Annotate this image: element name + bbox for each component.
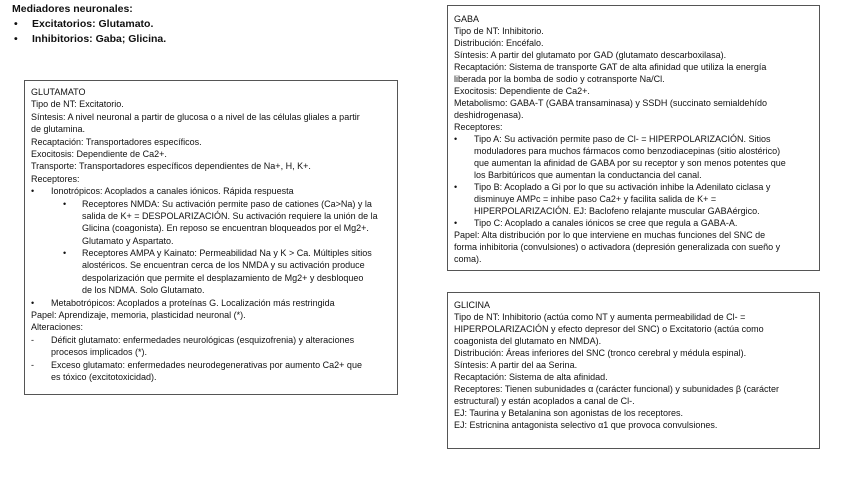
line-text: Tipo de NT: Inhibitorio (actúa como NT y aumenta permeabilidad de Cl- = xyxy=(454,312,746,322)
box-title xyxy=(31,86,391,98)
line-text: HIPERPOLARIZACIÓN y efecto depresor del SNC) o Excitatorio (actúa como xyxy=(454,324,764,334)
box-title xyxy=(454,13,813,25)
line-text: Exocitosis: Dependiente de Ca2+. xyxy=(31,148,167,159)
text-line xyxy=(31,309,391,321)
text-line xyxy=(31,160,391,172)
text-line xyxy=(454,121,813,133)
text-line xyxy=(31,284,391,296)
text-line xyxy=(454,193,813,205)
bullet-icon: • xyxy=(454,218,458,228)
text-line xyxy=(454,311,813,323)
line-text: Síntesis: A nivel neuronal a partir de glucosa o a nivel de las células gliales a partir xyxy=(31,111,360,122)
line-text: Glicina (coagonista). En reposo se encuentran bloqueados por el Mg2+. xyxy=(82,223,369,234)
line-text: Receptores AMPA y Kainato: Permeabilidad Na y K > Ca. Múltiples sitios xyxy=(82,248,372,259)
line-text: de glutamina. xyxy=(31,124,86,135)
line-text: Tipo B: Acoplado a Gi por lo que su activación inhibe la Adenilato ciclasa y xyxy=(474,182,771,192)
text-line xyxy=(31,321,391,333)
line-text: Metabolismo: GABA-T (GABA transaminasa) y SSDH (succinato semialdehído xyxy=(454,98,767,108)
line-text: Tipo A: Su activación permite paso de Cl- = HIPERPOLARIZACIÓN. Sitios xyxy=(474,134,771,144)
text-line xyxy=(454,253,813,265)
line-text: Receptores NMDA: Su activación permite paso de cationes (Ca>Na) y la xyxy=(82,198,372,209)
line-text: Ionotrópicos: Acoplados a canales iónicos. Rápida respuesta xyxy=(51,186,294,197)
text-line xyxy=(454,25,813,37)
line-text: coagonista del glutamato en NMDA). xyxy=(454,336,602,346)
line-text: de los NDMA. Solo Glutamato. xyxy=(82,285,205,296)
line-text: Receptores: Tienen subunidades α (carácter funcional) y subunidades β (carácter xyxy=(454,384,780,394)
line-text: Recaptación: Transportadores específicos. xyxy=(31,136,202,147)
line-text: disminuye AMPc = inhibe paso Ca2+ y facilita salida de K+ = xyxy=(474,194,717,204)
line-text: despolarización que permite el desplazamiento de Mg2+ y desbloqueo xyxy=(82,272,364,283)
text-line xyxy=(31,98,391,110)
line-text: liberada por la bomba de sodio y cotransporte Na/Cl. xyxy=(454,74,665,84)
bullet-icon: • xyxy=(63,198,67,209)
text-line xyxy=(454,205,813,217)
line-text: Tipo de NT: Inhibitorio. xyxy=(454,26,544,36)
line-text: Receptores: xyxy=(31,173,80,184)
bullet-icon: • xyxy=(454,134,458,144)
bullet-icon: • xyxy=(31,297,35,308)
bullet-icon: • xyxy=(31,186,35,197)
text-line xyxy=(454,323,813,335)
text-line xyxy=(31,235,391,247)
text-line xyxy=(454,61,813,73)
text-line xyxy=(454,37,813,49)
line-text: Síntesis: A partir del aa Serina. xyxy=(454,360,578,370)
line-text: Déficit glutamato: enfermedades neurológicas (esquizofrenia) y alteraciones xyxy=(51,334,355,345)
text-line xyxy=(454,241,813,253)
text-line xyxy=(454,145,813,157)
text-line xyxy=(31,247,391,259)
glicina-box xyxy=(447,292,820,449)
text-line xyxy=(31,173,391,185)
text-line xyxy=(31,259,391,271)
text-line xyxy=(31,272,391,284)
line-text: Tipo de NT: Excitatorio. xyxy=(31,99,124,110)
line-text: forma inhibitoria (convulsiones) o activadora (depresión generalizada con sueño y xyxy=(454,242,781,252)
text-line xyxy=(454,217,813,229)
line-text: Transporte: Transportadores específicos dependientes de Na+, H, K+. xyxy=(31,161,311,172)
line-text: Metabotrópicos: Acoplados a proteínas G. Localización más restringida xyxy=(51,297,335,308)
text-line xyxy=(454,109,813,121)
text-line xyxy=(454,169,813,181)
line-text: GLICINA xyxy=(454,300,491,310)
heading-item-excitatorios: • Excitatorios: Glutamato. xyxy=(12,17,166,32)
text-line xyxy=(31,334,391,346)
line-text: Tipo C: Acoplado a canales iónicos se cree que regula a GABA-A. xyxy=(474,218,738,228)
line-text: coma). xyxy=(454,254,482,264)
line-text: Recaptación: Sistema de alta afinidad. xyxy=(454,372,608,382)
text-line xyxy=(31,297,391,309)
line-text: Recaptación: Sistema de transporte GAT de alta afinidad que utiliza la energía xyxy=(454,62,767,72)
heading-title: Mediadores neuronales: xyxy=(12,3,133,15)
box-title xyxy=(454,299,813,311)
line-text: Glutamato y Aspartato. xyxy=(82,235,174,246)
dash-bullet-icon: - xyxy=(31,334,34,345)
text-line xyxy=(31,359,391,371)
text-line xyxy=(454,97,813,109)
line-text: estructural) y están acoplados a canal de Cl-. xyxy=(454,396,635,406)
text-line xyxy=(454,85,813,97)
line-text: deshidrogenasa). xyxy=(454,110,524,120)
line-text: Distribución: Encéfalo. xyxy=(454,38,544,48)
line-text: salida de K+ = DESPOLARIZACIÓN. Su activación requiere la unión de la xyxy=(82,210,378,221)
line-text: procesos implicados (*). xyxy=(51,347,148,358)
gaba-box xyxy=(447,5,820,271)
line-text: Distribución: Áreas inferiores del SNC (tronco cerebral y médula espinal). xyxy=(454,348,747,358)
line-text: Papel: Aprendizaje, memoria, plasticidad neuronal (*). xyxy=(31,310,246,321)
text-line xyxy=(31,111,391,123)
line-text: Receptores: xyxy=(454,122,503,132)
line-text: EJ: Taurina y Betalanina son agonistas de los receptores. xyxy=(454,408,683,418)
text-line xyxy=(31,198,391,210)
line-text: EJ: Estricnina antagonista selectivo α1 que provoca convulsiones. xyxy=(454,420,718,430)
text-line xyxy=(454,419,813,431)
text-line xyxy=(454,133,813,145)
line-text: GABA xyxy=(454,14,480,24)
line-text: Síntesis: A partir del glutamato por GAD (glutamato descarboxilasa). xyxy=(454,50,727,60)
text-line xyxy=(31,185,391,197)
text-line xyxy=(31,123,391,135)
line-text: los Barbitúricos que aumentan la conductancia del canal. xyxy=(474,170,702,180)
heading-item-inhibitorios: • Inhibitorios: Gaba; Glicina. xyxy=(12,32,166,47)
dash-bullet-icon: - xyxy=(31,359,34,370)
text-line xyxy=(31,222,391,234)
line-text: GLUTAMATO xyxy=(31,87,86,97)
text-line xyxy=(454,383,813,395)
bullet-icon: • xyxy=(63,248,67,259)
line-text: Exocitosis: Dependiente de Ca2+. xyxy=(454,86,590,96)
glutamato-box xyxy=(24,80,398,395)
text-line xyxy=(454,335,813,347)
line-text: HIPERPOLARIZACIÓN. EJ: Baclofeno relajante muscular GABAérgico. xyxy=(474,206,760,216)
text-line xyxy=(454,49,813,61)
bullet-icon: • xyxy=(454,182,458,192)
text-line xyxy=(31,148,391,160)
line-text: que aumentan la afinidad de GABA por su receptor y son menos potentes que xyxy=(474,158,786,168)
text-line xyxy=(454,371,813,383)
line-text: Alteraciones: xyxy=(31,322,84,333)
text-line xyxy=(31,136,391,148)
text-line xyxy=(454,347,813,359)
line-text: alostéricos. Se encuentran cerca de los NMDA y su activación produce xyxy=(82,260,365,271)
line-text: moduladores para muchos fármacos como benzodiacepinas (sitio alostérico) xyxy=(474,146,781,156)
text-line xyxy=(454,395,813,407)
text-line xyxy=(454,181,813,193)
line-text: Exceso glutamato: enfermedades neurodegenerativas por aumento Ca2+ que xyxy=(51,359,362,370)
text-line xyxy=(454,229,813,241)
text-line xyxy=(454,73,813,85)
text-line xyxy=(31,210,391,222)
text-line xyxy=(454,359,813,371)
text-line xyxy=(454,157,813,169)
text-line xyxy=(31,346,391,358)
text-line xyxy=(31,371,391,383)
text-line xyxy=(454,407,813,419)
heading-section xyxy=(12,2,166,47)
line-text: es tóxico (excitotoxicidad). xyxy=(51,371,157,382)
line-text: Papel: Alta distribución por lo que interviene en muchas funciones del SNC de xyxy=(454,230,766,240)
